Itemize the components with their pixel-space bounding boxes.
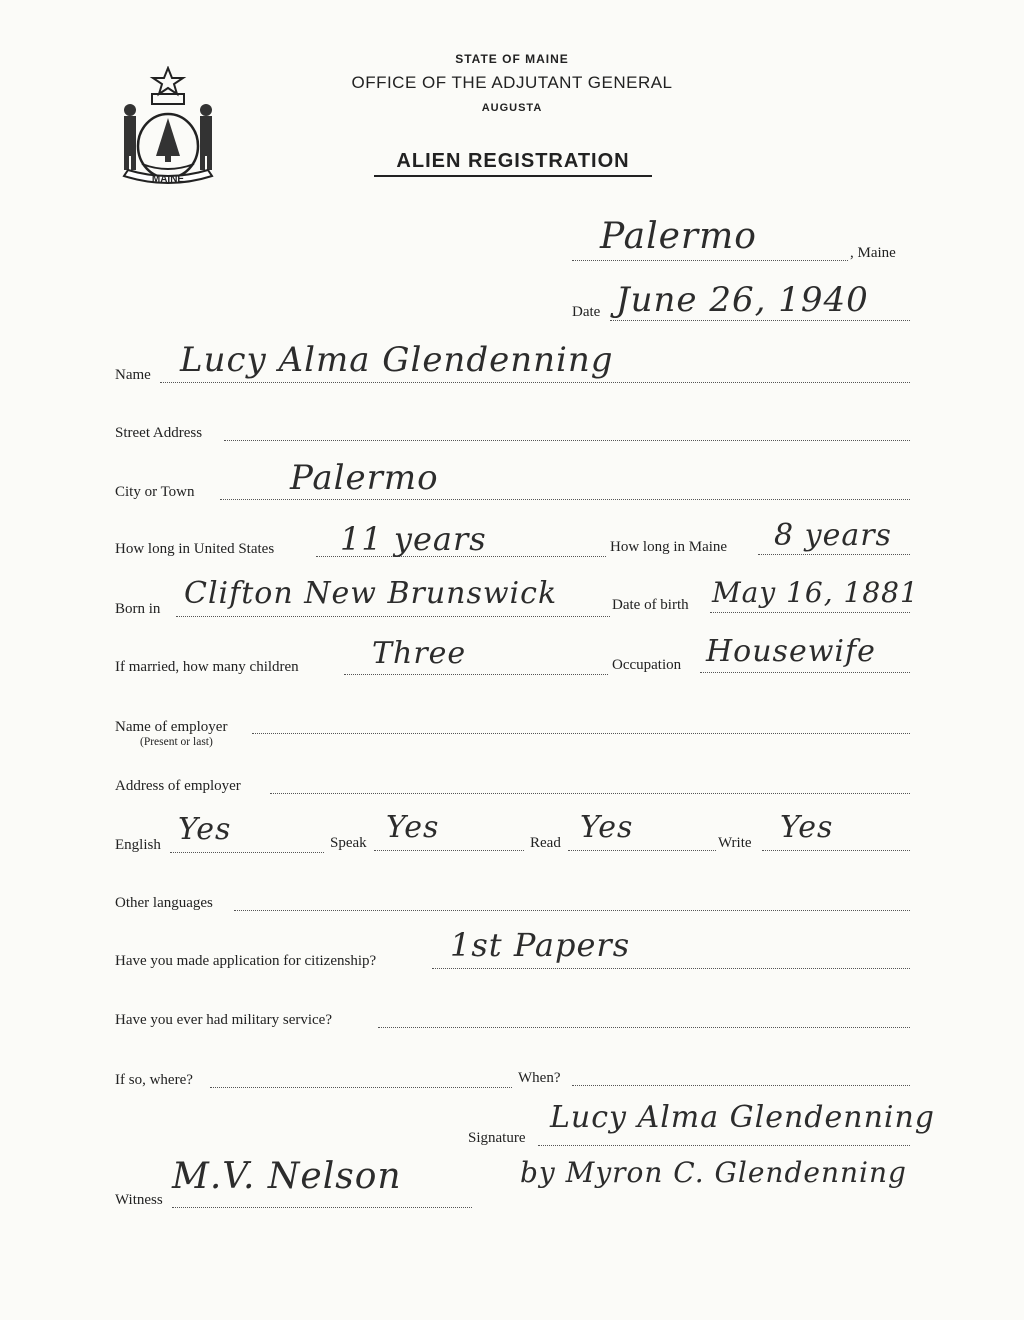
read-value: Yes xyxy=(580,810,634,845)
place-suffix: , Maine xyxy=(850,245,896,261)
dob-value: May 16, 1881 xyxy=(712,576,919,609)
witness-line xyxy=(172,1207,472,1208)
dob-label: Date of birth xyxy=(612,597,689,613)
speak-label: Speak xyxy=(330,835,367,851)
street-label: Street Address xyxy=(115,425,203,441)
write-line xyxy=(762,850,910,851)
speak-line xyxy=(374,850,524,851)
name-value: Lucy Alma Glendenning xyxy=(180,340,614,380)
header-office: OFFICE OF THE ADJUTANT GENERAL xyxy=(351,73,673,92)
speak-value: Yes xyxy=(386,810,440,845)
employer-sublabel: (Present or last) xyxy=(140,736,213,748)
us-duration-value: 11 years xyxy=(340,520,487,558)
maine-duration-line xyxy=(758,554,910,555)
witness-label: Witness xyxy=(115,1192,163,1208)
write-label: Write xyxy=(718,835,752,851)
citizenship-line xyxy=(432,968,910,969)
date-line xyxy=(610,320,910,321)
born-label: Born in xyxy=(115,601,161,617)
name-label: Name xyxy=(115,367,151,383)
where-line xyxy=(210,1087,512,1088)
place-value: Palermo xyxy=(600,216,757,257)
english-label: English xyxy=(115,837,161,853)
other-languages-label: Other languages xyxy=(115,895,213,911)
children-label: If married, how many children xyxy=(115,659,299,675)
signature-by-value: by Myron C. Glendenning xyxy=(520,1156,907,1189)
signature-value: Lucy Alma Glendenning xyxy=(550,1100,936,1135)
signature-label: Signature xyxy=(468,1130,526,1146)
citizenship-value: 1st Papers xyxy=(450,926,631,964)
dob-line xyxy=(710,612,910,613)
city-label: City or Town xyxy=(115,484,195,500)
form-title: ALIEN REGISTRATION xyxy=(374,150,652,177)
children-value: Three xyxy=(372,636,467,671)
witness-value: M.V. Nelson xyxy=(172,1156,402,1197)
header-city: AUGUSTA xyxy=(481,102,543,114)
when-line xyxy=(572,1085,910,1086)
seal-text: MAINE xyxy=(151,174,185,185)
read-line xyxy=(568,850,716,851)
children-line xyxy=(344,674,608,675)
place-line xyxy=(572,260,848,261)
born-line xyxy=(176,616,610,617)
maine-duration-label: How long in Maine xyxy=(610,539,728,555)
date-label: Date xyxy=(572,304,601,320)
read-label: Read xyxy=(530,835,561,851)
english-value: Yes xyxy=(178,812,232,847)
name-line xyxy=(160,382,910,383)
date-value: June 26, 1940 xyxy=(616,280,869,320)
born-value: Clifton New Brunswick xyxy=(184,576,558,611)
employer-address-line xyxy=(270,793,910,794)
us-duration-label: How long in United States xyxy=(115,541,275,557)
maine-duration-value: 8 years xyxy=(774,518,892,553)
english-line xyxy=(170,852,324,853)
city-line xyxy=(220,499,910,500)
employer-address-label: Address of employer xyxy=(115,778,241,794)
occupation-label: Occupation xyxy=(612,657,682,673)
occupation-value: Housewife xyxy=(706,634,876,669)
header-state: STATE OF MAINE xyxy=(455,52,569,66)
military-line xyxy=(378,1027,910,1028)
signature-line xyxy=(538,1145,910,1146)
citizenship-label: Have you made application for citizenship? xyxy=(115,953,377,969)
write-value: Yes xyxy=(780,810,834,845)
employer-line xyxy=(252,733,910,734)
occupation-line xyxy=(700,672,910,673)
where-label: If so, where? xyxy=(115,1072,193,1088)
military-label: Have you ever had military service? xyxy=(115,1012,332,1028)
when-label: When? xyxy=(518,1070,561,1086)
other-languages-line xyxy=(234,910,910,911)
city-value: Palermo xyxy=(290,458,439,498)
street-line xyxy=(224,440,910,441)
employer-label: Name of employer xyxy=(115,719,228,735)
